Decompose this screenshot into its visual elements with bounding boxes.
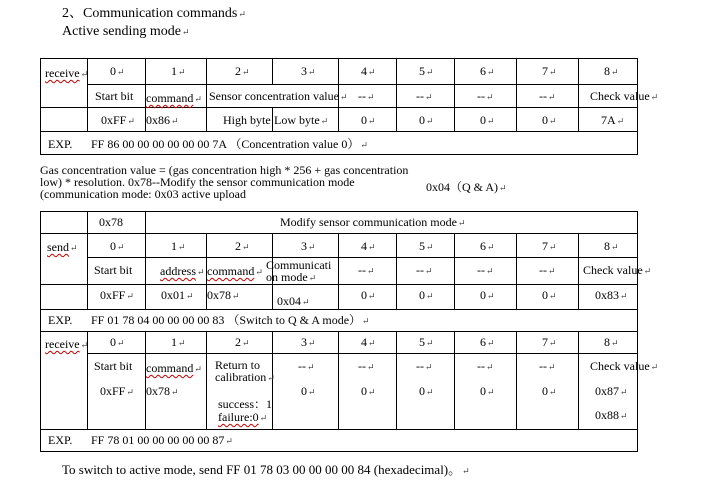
cell-zero: 0↵ bbox=[480, 288, 495, 302]
cell-0xff: 0xFF↵ bbox=[101, 113, 135, 127]
col-header: 2↵ bbox=[235, 239, 250, 253]
col-header: 3↵ bbox=[301, 335, 316, 349]
cell-start-bit: Start bit bbox=[94, 263, 133, 277]
cell-dash: --↵ bbox=[416, 89, 433, 103]
col-header: 7↵ bbox=[542, 239, 557, 253]
col-header: 5↵ bbox=[419, 239, 434, 253]
cell-0x78: 0x78↵ bbox=[207, 288, 240, 302]
cell-zero: 0↵ bbox=[542, 113, 557, 127]
cell-dash: --↵ bbox=[416, 359, 433, 373]
cell-address: address↵ bbox=[160, 264, 205, 278]
cell-return-to-calibration: Return to bbox=[215, 358, 260, 372]
cell-zero: 0↵ bbox=[361, 288, 376, 302]
col-header: 4↵ bbox=[361, 335, 376, 349]
exp-label: EXP. bbox=[48, 137, 73, 151]
col-header: 4↵ bbox=[361, 64, 376, 78]
exp-label: EXP. bbox=[48, 313, 73, 327]
col-header: 8↵ bbox=[604, 239, 619, 253]
cell-success: success：1 bbox=[218, 397, 272, 411]
col-header: 0↵ bbox=[110, 64, 125, 78]
cell-0x78: 0x78↵ bbox=[146, 384, 179, 398]
cell-dash: --↵ bbox=[358, 263, 375, 277]
cell-sensor-concentration: Sensor concentration value↵ bbox=[209, 89, 348, 103]
col-header: 0↵ bbox=[110, 335, 125, 349]
cell-dash: --↵ bbox=[477, 89, 494, 103]
cell-check-value: Check value↵ bbox=[583, 263, 652, 277]
cell-7a: 7A↵ bbox=[601, 113, 625, 127]
cell-command: command↵ bbox=[207, 264, 263, 278]
cell-failure: failure:0↵ bbox=[218, 410, 268, 424]
col-header: 5↵ bbox=[419, 64, 434, 78]
row-label-receive: receive↵ bbox=[45, 66, 89, 80]
col-header: 8↵ bbox=[604, 335, 619, 349]
cell-communication-mode: Communicati bbox=[266, 258, 332, 272]
para-qa-mode: 0x04（Q & A)↵ bbox=[426, 180, 507, 194]
col-header: 1↵ bbox=[171, 335, 186, 349]
para-line: (communication mode: 0x03 active upload bbox=[40, 187, 246, 201]
cell-command: command↵ bbox=[146, 361, 202, 375]
section-subheading: Active sending mode↵ bbox=[62, 24, 190, 39]
col-header: 0↵ bbox=[110, 239, 125, 253]
cell-zero: 0↵ bbox=[542, 384, 557, 398]
cell-command: command↵ bbox=[146, 91, 202, 105]
section-heading: 2、Communication commands↵ bbox=[62, 6, 246, 21]
row-label-receive: receive↵ bbox=[45, 337, 89, 351]
cell-zero: 0↵ bbox=[480, 384, 495, 398]
exp-label: EXP. bbox=[48, 433, 73, 447]
cell-0x04: 0x04↵ bbox=[277, 294, 310, 308]
cell-0x87: 0x87↵ bbox=[595, 384, 628, 398]
exp-text: FF 86 00 00 00 00 00 00 7A （Concentration value 0）↵ bbox=[91, 137, 368, 151]
col-header: 3↵ bbox=[301, 64, 316, 78]
cell-zero: 0↵ bbox=[480, 113, 495, 127]
cell-check-value: Check value↵ bbox=[590, 359, 659, 373]
cell-0x88: 0x88↵ bbox=[595, 408, 628, 422]
cell-dash: --↵ bbox=[298, 359, 315, 373]
col-header: 7↵ bbox=[542, 64, 557, 78]
exp-text: FF 01 78 04 00 00 00 00 83 （Switch to Q & A mode）↵ bbox=[91, 313, 370, 327]
col-header: 1↵ bbox=[171, 64, 186, 78]
cell-zero: 0↵ bbox=[419, 113, 434, 127]
cell-0xff: 0xFF↵ bbox=[100, 288, 134, 302]
cell-dash: --↵ bbox=[477, 359, 494, 373]
col-header: 5↵ bbox=[419, 335, 434, 349]
cmd-code: 0x78 bbox=[99, 215, 123, 229]
footer-note: To switch to active mode, send FF 01 78 03 00 00 00 00 84 (hexadecimal)。↵ bbox=[62, 462, 470, 477]
col-header: 4↵ bbox=[361, 239, 376, 253]
col-header: 6↵ bbox=[480, 64, 495, 78]
cell-zero: 0↵ bbox=[361, 384, 376, 398]
col-header: 8↵ bbox=[604, 64, 619, 78]
cell-0x01: 0x01↵ bbox=[161, 288, 194, 302]
col-header: 3↵ bbox=[301, 239, 316, 253]
col-header: 6↵ bbox=[480, 335, 495, 349]
col-header: 7↵ bbox=[542, 335, 557, 349]
cell-check-value: Check value↵ bbox=[590, 89, 659, 103]
col-header: 1↵ bbox=[171, 239, 186, 253]
cell-zero: 0↵ bbox=[419, 288, 434, 302]
cell-low-byte: Low byte↵ bbox=[274, 113, 329, 127]
cell-zero: 0↵ bbox=[419, 384, 434, 398]
cell-dash: --↵ bbox=[539, 359, 556, 373]
cell-zero: 0↵ bbox=[301, 384, 316, 398]
col-header: 6↵ bbox=[480, 239, 495, 253]
cell-communication-mode: on mode↵ bbox=[266, 270, 317, 284]
cell-0x83: 0x83↵ bbox=[595, 288, 628, 302]
cell-dash: --↵ bbox=[477, 263, 494, 277]
cmd-title: Modify sensor communication mode↵ bbox=[280, 215, 466, 229]
cell-dash: --↵ bbox=[539, 263, 556, 277]
cell-high-byte: High byte bbox=[223, 113, 271, 127]
cell-dash: --↵ bbox=[358, 89, 375, 103]
para-line: low) * resolution. 0x78--Modify the sensor communication mode bbox=[40, 175, 355, 189]
cell-return-to-calibration: calibration↵ bbox=[215, 370, 275, 384]
exp-text: FF 78 01 00 00 00 00 00 87↵ bbox=[91, 433, 233, 447]
cell-dash: --↵ bbox=[416, 263, 433, 277]
row-label-send: send↵ bbox=[47, 240, 78, 254]
cell-start-bit: Start bit bbox=[95, 89, 134, 103]
cell-dash: --↵ bbox=[539, 89, 556, 103]
cell-0xff: 0xFF↵ bbox=[100, 384, 134, 398]
cell-zero: 0↵ bbox=[361, 113, 376, 127]
cell-start-bit: Start bit bbox=[94, 359, 133, 373]
cell-dash: --↵ bbox=[358, 359, 375, 373]
cell-0x86: 0x86↵ bbox=[146, 113, 179, 127]
para-line: Gas concentration value = (gas concentration high * 256 + gas concentration bbox=[40, 163, 409, 177]
cell-zero: 0↵ bbox=[542, 288, 557, 302]
col-header: 2↵ bbox=[235, 335, 250, 349]
col-header: 2↵ bbox=[235, 64, 250, 78]
